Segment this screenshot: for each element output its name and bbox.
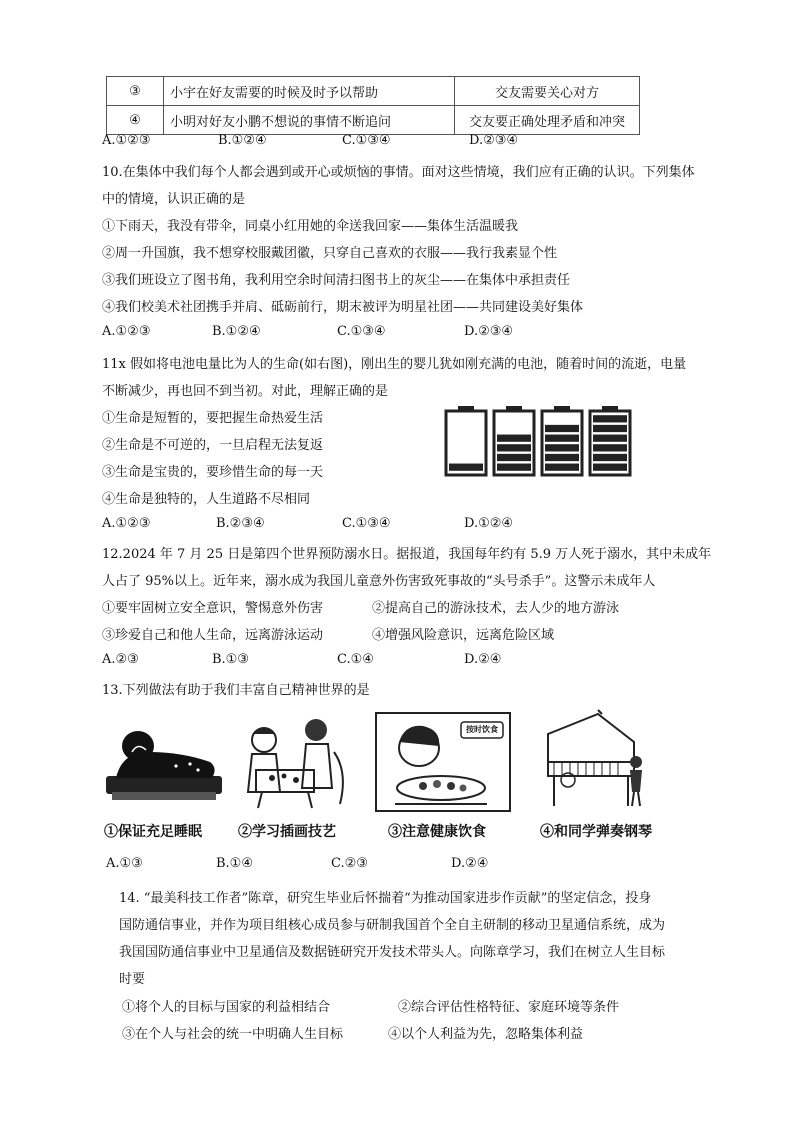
q11-item-4: ④生命是独特的，人生道路不尽相同 [102,492,311,507]
choice-a[interactable]: A.①③ [106,856,143,871]
choice-b[interactable]: B.②③④ [216,516,265,531]
choice-b[interactable]: B.①④ [216,856,253,871]
q11-item-1: ①生命是短暂的，要把握生命热爱生活 [102,411,324,426]
q14-item-2: ②综合评估性格特征、家庭环境等条件 [398,1000,620,1015]
q12-stem-line1: 12.2024 年 7 月 25 日是第四个世界预防溺水日。据报道，我国每年约有 5.9 万人死于溺水，其中未成年 [102,547,712,562]
q14-line-2: 国防通信事业，并作为项目组核心成员参与研制我国首个全自主研制的移动卫星通信系统，成为 [119,918,666,933]
q14-item-1: ①将个人的目标与国家的利益相结合 [122,1000,331,1015]
q10-item-2: ②周一升国旗，我不想穿校服戴团徽，只穿自己喜欢的衣服——我行我素显个性 [102,246,558,261]
battery-2 [494,406,534,475]
row-description: 小宇在好友需要的时候及时予以帮助 [164,77,455,106]
q10-stem-line2: 中的情境，认识正确的是 [102,192,246,207]
caption-1: ①保证充足睡眠 [104,824,202,840]
row-number: ③ [107,77,164,106]
battery-4 [590,406,630,475]
choice-c[interactable]: C.①④ [337,652,374,667]
choice-d[interactable]: D.①②④ [464,516,514,531]
q9-table [106,76,640,135]
choice-c[interactable]: C.①③④ [342,516,391,531]
caption-3: ③注意健康饮食 [388,824,486,840]
q13-stem: 13.下列做法有助于我们丰富自己精神世界的是 [102,683,370,698]
table-row [107,106,640,135]
choice-a[interactable]: A.①②③ [102,133,151,148]
choice-a[interactable]: A.①②③ [102,516,151,531]
row-description: 小明对好友小鹏不想说的事情不断追问 [164,106,455,135]
choice-b[interactable]: B.①②④ [218,133,267,148]
q11-stem-line1: 11x 假如将电池电量比为人的生命(如右图)，刚出生的婴儿犹如刚充满的电池，随着时间的流逝，电量 [102,357,687,372]
q11-item-2: ②生命是不可逆的，一旦启程无法复返 [102,438,324,453]
painting-class-illustration [236,712,356,814]
caption-2: ②学习插画技艺 [238,824,336,840]
diet-sign-text: 按时饮食 [466,724,498,734]
q14-item-3: ③在个人与社会的统一中明确人生目标 [122,1027,344,1042]
q14-line-1: 14. “最美科技工作者”陈章，研究生毕业后怀揣着“为推动国家进步作贡献”的坚定信念，投身 [119,891,652,906]
sleeping-illustration [102,712,226,812]
choice-c[interactable]: C.①③④ [342,133,391,148]
q12-item-1: ①要牢固树立安全意识，警惕意外伤害 [102,601,324,616]
choice-c[interactable]: C.②③ [331,856,368,871]
table-row [107,77,640,106]
q11-item-3: ③生命是宝贵的，要珍惜生命的每一天 [102,465,324,480]
q11-stem-line2: 不断减少，再也回不到当初。对此，理解正确的是 [102,384,389,399]
battery-1 [446,406,486,475]
q12-item-3: ③珍爱自己和他人生命，远离游泳运动 [102,628,324,643]
choice-c[interactable]: C.①③④ [337,324,386,339]
choice-b[interactable]: B.①③ [212,652,249,667]
q14-line-3: 我国国防通信事业中卫星通信及数据链研究开发技术带头人。向陈章学习，我们在树立人生目标 [119,945,666,960]
q10-item-4: ④我们校美术社团携手并肩、砥砺前行，期末被评为明星社团——共同建设美好集体 [102,300,584,315]
choice-d[interactable]: D.②④ [464,652,502,667]
piano-illustration [538,708,650,814]
q12-item-4: ④增强风险意识，远离危险区域 [372,628,555,643]
q14-item-4: ④以个人利益为先，忽略集体利益 [388,1027,584,1042]
choice-d[interactable]: D.②④ [451,856,489,871]
choice-b[interactable]: B.①②④ [212,324,261,339]
q14-line-4: 时要 [119,972,146,987]
battery-3 [542,406,582,475]
q10-stem-line1: 10.在集体中我们每个人都会遇到或开心或烦恼的事情。面对这些情境，我们应有正确的认识。下列集体 [102,165,695,180]
battery-illustration [442,405,642,477]
q10-item-3: ③我们班设立了图书角，我利用空余时间清扫图书上的灰尘——在集体中承担责任 [102,273,571,288]
choice-d[interactable]: D.②③④ [464,324,514,339]
row-viewpoint: 交友需要关心对方 [455,77,640,106]
q12-item-2: ②提高自己的游泳技术，去人少的地方游泳 [372,601,620,616]
choice-d[interactable]: D.②③④ [469,133,519,148]
choice-a[interactable]: A.②③ [102,652,139,667]
q12-stem-line2: 人占了 95%以上。近年来，溺水成为我国儿童意外伤害致死事故的“头号杀手”。这警示未成年人 [102,574,656,589]
row-number: ④ [107,106,164,135]
choice-a[interactable]: A.①②③ [102,324,151,339]
row-viewpoint: 交友要正确处理矛盾和冲突 [455,106,640,135]
caption-4: ④和同学弹奏钢琴 [540,824,652,840]
q10-item-1: ①下雨天，我没有带伞，同桌小红用她的伞送我回家——集体生活温暖我 [102,219,519,234]
